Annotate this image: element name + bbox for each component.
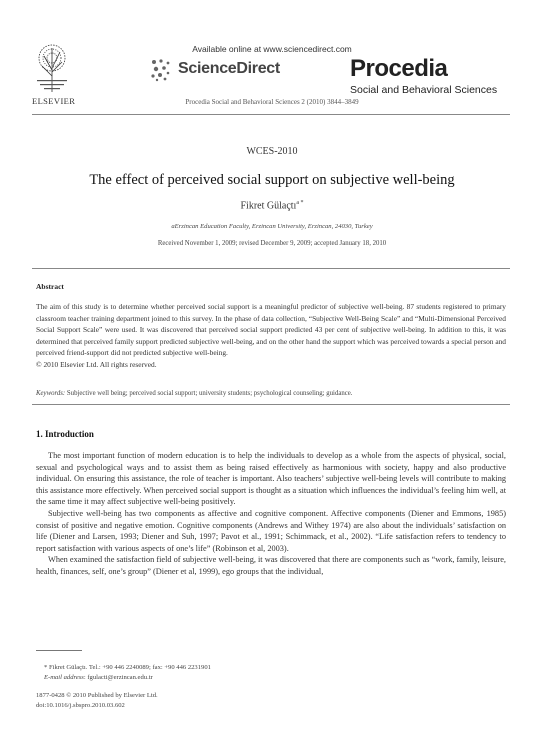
author-mark: a * [296, 200, 304, 206]
email-label: E-mail address [44, 673, 84, 681]
section-heading-introduction: 1. Introduction [36, 429, 94, 439]
issn-line: 1877-0428 © 2010 Published by Elsevier Ltd. [36, 692, 158, 699]
doi-link[interactable]: doi:10.1016/j.sbspro.2010.03.602 [36, 701, 125, 709]
article-title: The effect of perceived social support on subjective well-being [89, 172, 455, 188]
footnote-rule [36, 650, 82, 651]
footnote [44, 663, 211, 682]
author-line [0, 200, 544, 211]
intro-paragraph-3: When examined the satisfaction field of subjective well-being, it was discovered that there are components such as “work, family, leisure, health, finances, self, one’s group” (Diener et al, 1999), ego groups that the individual, [36, 555, 506, 576]
keywords-text: Subjective well being; perceived social support; university students; psychological counseling; guidance. [65, 390, 353, 397]
procedia-subtitle: Social and Behavioral Sciences [350, 84, 498, 96]
available-online-link[interactable]: Available online at www.sciencedirect.com [192, 44, 352, 54]
received-dates: Received November 1, 2009; revised December 9, 2009; accepted January 18, 2010 [157, 240, 387, 247]
keywords [36, 390, 506, 397]
publication-info [36, 691, 158, 710]
abstract-copyright: © 2010 Elsevier Ltd. All rights reserved. [36, 359, 157, 369]
abstract-bottom-rule [32, 404, 510, 405]
keywords-label: Keywords: [36, 390, 66, 397]
journal-citation: Procedia Social and Behavioral Sciences 2 (2010) 3844–3849 [185, 98, 359, 106]
email-address[interactable]: : fgulacti@erzincan.edu.tr [83, 673, 153, 681]
abstract-heading: Abstract [36, 282, 64, 291]
publisher-name: ELSEVIER [32, 96, 76, 106]
abstract-top-rule [32, 268, 510, 269]
abstract-body [36, 301, 506, 371]
sciencedirect-wordmark[interactable]: ScienceDirect [178, 60, 280, 77]
footnote-corresponding: * Fikret Gülaçtı. Tel.: +90 446 2240089; fax: +90 446 2231901 [44, 664, 211, 671]
intro-paragraph-1: The most important function of modern education is to help the individuals to develop as a whole from the aspects of physical, social, sexual and psychological ways and to assist them as being raised effectively as harmonious with society, happy and also productive individual. On ensuring this assistance, the role of teacher is important. Also teachers’ subjective well-being levels will contribute to making this assistance more effectively. When perceived social support is thought as a situation which influences the individual’s feeling him well, at the same time it may affect subjective well-being positively. [36, 451, 506, 507]
abstract-text: The aim of this study is to determine whether perceived social support is a meaningful predictor of subjective well-being. 87 students registered to primary classroom teacher training department joined to this survey. In the phase of data collection, “Subjective Well-Being Scale” and “Multi-Dimensional Perceived Social Support Scale” were used. It was discovered that perceived social support predicted 43 per cent of subjective well-being. In addition to this, it was determined that perceived family support predicted subjective well-being, and on the other hand the support which was perceived towards a special person and perceived friend-support did not predicted subjective well-being. [36, 302, 506, 358]
procedia-title: Procedia [350, 55, 448, 82]
intro-paragraph-2: Subjective well-being has two components as affective and cognitive component. Affective components (Diener and Emmons, 1985) consist of positive and negative emotion. Cognitive components (Andrews and Withey 1974) are also about the individuals’ satisfaction on life (Diener and Larsen, 1993; Diener and Suh, 1997; Pavot et al., 1991; Schimmack, et al., 2002). “Life satisfaction refers to tendency to report satisfaction with various aspects of one’s life” (Robinson et al, 2003). [36, 508, 506, 553]
introduction-body [36, 450, 506, 578]
footnote-email-line [44, 673, 211, 683]
affiliation: aErzincan Education Faculty, Erzincan University, Erzincan, 24030, Turkey [171, 223, 373, 230]
header-rule [32, 114, 510, 115]
conference-name: WCES-2010 [246, 146, 298, 157]
author-name: Fikret Gülaçtı [240, 200, 297, 212]
sciencedirect-logo-icon [150, 58, 172, 82]
